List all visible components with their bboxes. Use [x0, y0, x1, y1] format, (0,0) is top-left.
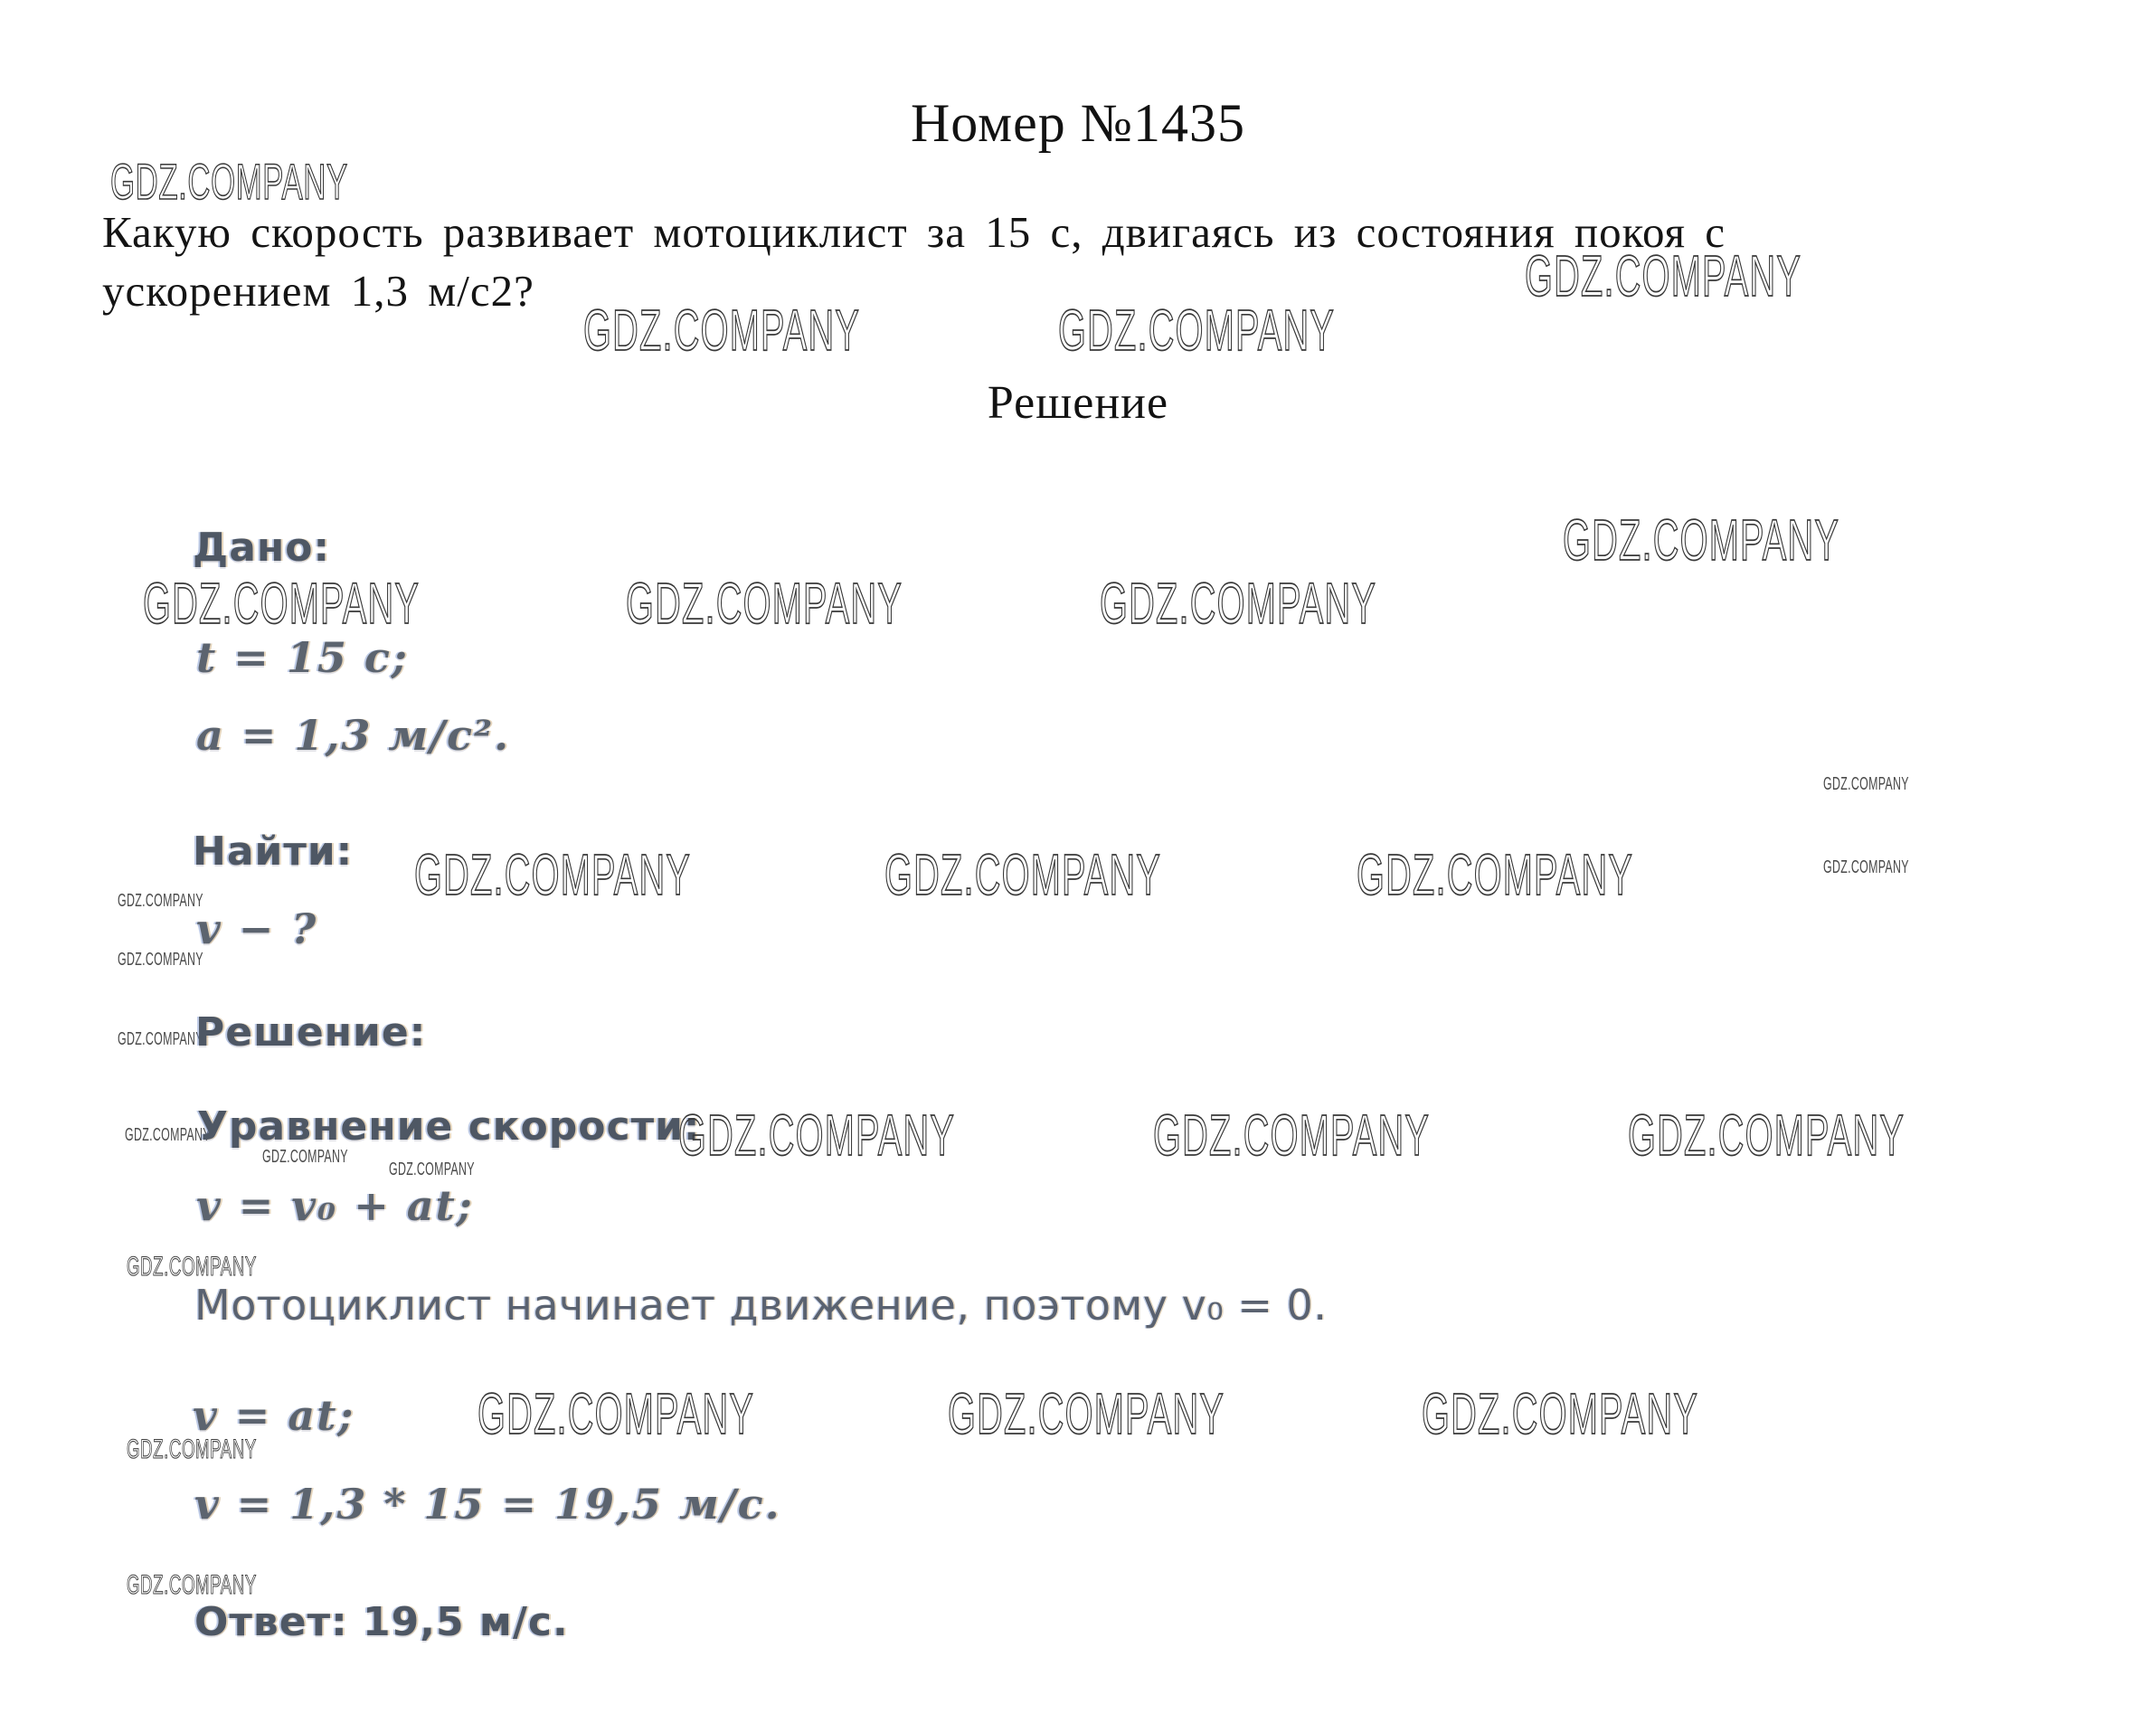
- solution-label: Решение:: [195, 1009, 427, 1056]
- watermark: GDZ.COMPANY: [118, 1029, 203, 1049]
- watermark: GDZ.COMPANY: [125, 1125, 211, 1145]
- watermark: GDZ.COMPANY: [478, 1381, 755, 1446]
- watermark: GDZ.COMPANY: [884, 842, 1162, 907]
- watermark: GDZ.COMPANY: [127, 1570, 257, 1600]
- watermark: GDZ.COMPANY: [678, 1103, 956, 1168]
- watermark: GDZ.COMPANY: [127, 1252, 257, 1282]
- watermark: GDZ.COMPANY: [948, 1381, 1225, 1446]
- watermark: GDZ.COMPANY: [626, 571, 903, 636]
- watermark: GDZ.COMPANY: [118, 891, 203, 911]
- page-title: Номер №1435: [910, 93, 1246, 153]
- watermark: GDZ.COMPANY: [389, 1160, 475, 1179]
- watermark: GDZ.COMPANY: [1525, 243, 1802, 308]
- velocity-equation: v = v₀ + at;: [196, 1181, 474, 1230]
- watermark: GDZ.COMPANY: [1823, 857, 1909, 877]
- watermark: GDZ.COMPANY: [127, 1434, 257, 1464]
- watermark: GDZ.COMPANY: [1422, 1381, 1699, 1446]
- watermark: GDZ.COMPANY: [143, 571, 421, 636]
- given-label: Дано:: [193, 525, 331, 571]
- calculation: v = 1,3 * 15 = 19,5 м/с.: [194, 1480, 781, 1529]
- watermark: GDZ.COMPANY: [110, 153, 348, 210]
- find-label: Найти:: [193, 828, 354, 875]
- simplified-equation: v = at;: [193, 1391, 355, 1440]
- watermark: GDZ.COMPANY: [414, 842, 692, 907]
- watermark: GDZ.COMPANY: [1153, 1103, 1431, 1168]
- given-acceleration: a = 1,3 м/с².: [196, 711, 511, 760]
- watermark: GDZ.COMPANY: [1563, 507, 1840, 573]
- find-target: v − ?: [196, 904, 318, 953]
- watermark: GDZ.COMPANY: [262, 1147, 348, 1167]
- problem-line-2: ускорением 1,3 м/с2?: [102, 266, 534, 316]
- watermark: GDZ.COMPANY: [1628, 1103, 1905, 1168]
- answer: Ответ: 19,5 м/с.: [194, 1599, 569, 1645]
- watermark: GDZ.COMPANY: [1058, 298, 1336, 363]
- given-time: t = 15 с;: [196, 633, 409, 682]
- watermark: GDZ.COMPANY: [1823, 774, 1909, 794]
- watermark: GDZ.COMPANY: [583, 298, 861, 363]
- solution-heading: Решение: [987, 377, 1169, 429]
- watermark: GDZ.COMPANY: [1100, 571, 1377, 636]
- watermark: GDZ.COMPANY: [1357, 842, 1634, 907]
- rest-note: Мотоциклист начинает движение, поэтому v₀ = 0.: [194, 1281, 1328, 1330]
- problem-line-1: Какую скорость развивает мотоциклист за 15 с, двигаясь из состояния покоя с: [102, 207, 1726, 257]
- equation-label: Уравнение скорости:: [197, 1103, 701, 1150]
- watermark: GDZ.COMPANY: [118, 950, 203, 970]
